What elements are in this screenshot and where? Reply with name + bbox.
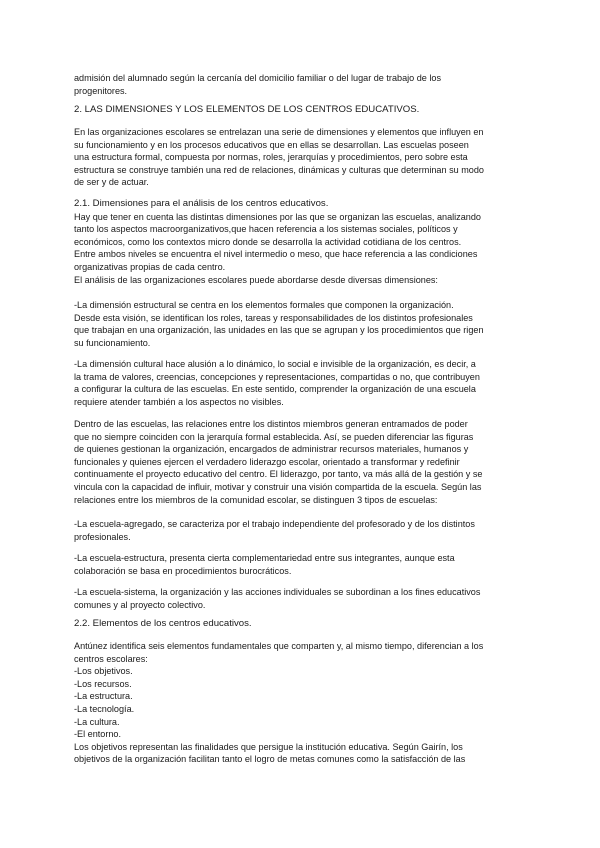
- text-line: su funcionamiento y en los procesos educativos que en ellas se desarrollan. Las escuelas poseen: [74, 139, 469, 150]
- paragraph-school-system: [74, 586, 528, 611]
- list-item: -La estructura.: [74, 691, 133, 702]
- text-line: -La escuela-sistema, la organización y las acciones individuales se subordinan a los fines educativos: [74, 587, 481, 597]
- list-item: -La cultura.: [74, 716, 120, 727]
- text-line: comunes y al proyecto colectivo.: [74, 599, 206, 610]
- text-line: Los objetivos representan las finalidades que persigue la institución educativa. Según Gairín, los: [74, 741, 463, 752]
- text-line: la trama de valores, creencias, concepciones y representaciones, compartidas o no, que contribuyen: [74, 371, 480, 382]
- text-line: que no siempre coinciden con la jerarquía formal establecida. Así, se pueden diferenciar las figuras: [74, 431, 474, 442]
- text-line: funcionales y quienes ejercen el verdadero liderazgo escolar, orientado a transformar y redefinir: [74, 456, 460, 467]
- text-line: Dentro de las escuelas, las relaciones entre los distintos miembros generan entramados de poder: [74, 419, 468, 429]
- subsection-heading-2-1: 2.1. Dimensiones para el análisis de los centros educativos.: [74, 198, 329, 209]
- paragraph-school-aggregate: [74, 518, 528, 543]
- paragraph-intro: [74, 72, 528, 97]
- text-line: colaboración se basa en procedimientos burocráticos.: [74, 565, 292, 576]
- list-item: -Los objetivos.: [74, 666, 133, 677]
- subsection-heading-2-2: [74, 618, 528, 631]
- text-line: su funcionamiento.: [74, 337, 151, 348]
- text-line: -La dimensión estructural se centra en los elementos formales que componen la organización.: [74, 300, 454, 310]
- list-item: -La tecnología.: [74, 703, 135, 714]
- text-line: de ser y de actuar.: [74, 177, 149, 188]
- text-line: En las organizaciones escolares se entrelazan una serie de dimensiones y elementos que influyen en: [74, 127, 484, 137]
- text-line: vincula con la capacidad de influir, motivar y construir una visión compartida de la escuela. Según las: [74, 481, 482, 492]
- text-line: Antúnez identifica seis elementos fundamentales que comparten y, al mismo tiempo, diferencian a los: [74, 641, 484, 651]
- text-line: que trabajan en una organización, las unidades en las que se agrupan y los procedimientos que rigen: [74, 325, 484, 336]
- text-line: económicos, como los contextos micro donde se desarrolla la actividad cotidiana de los centros.: [74, 236, 462, 247]
- text-line: -La dimensión cultural hace alusión a lo dinámico, lo social e invisible de la organización, es decir, a: [74, 359, 476, 369]
- text-line: -La escuela-agregado, se caracteriza por el trabajo independiente del profesorado y de los distintos: [74, 519, 475, 529]
- text-line: centros escolares:: [74, 653, 148, 664]
- text-line: tanto los aspectos macroorganizativos,que hacen referencia a los sistemas sociales, políticos y: [74, 224, 458, 235]
- text-line: una estructura formal, compuesta por normas, roles, jerarquías y procedimientos, pero sobre esta: [74, 152, 468, 163]
- paragraph-dimension-structural: [74, 299, 528, 349]
- text-line: de quienes gestionan la organización, encargados de administrar recursos materiales, humanos y: [74, 444, 469, 455]
- heading-text: 2. LAS DIMENSIONES Y LOS ELEMENTOS DE LOS CENTROS EDUCATIVOS.: [74, 104, 420, 115]
- paragraph-relations: [74, 418, 528, 506]
- text-line: requiere atender también a los aspectos no visibles.: [74, 396, 284, 407]
- section-heading-2: [74, 104, 528, 117]
- text-line: organizativas propias de cada centro.: [74, 261, 226, 272]
- text-line: Entre ambos niveles se encuentra el nivel intermedio o meso, que hace referencia a las condiciones: [74, 249, 478, 260]
- text-line: admisión del alumnado según la cercanía del domicilio familiar o del lugar de trabajo de los: [74, 73, 441, 83]
- text-line: estructura se construye también una red de relaciones, dinámicas y culturas que determinan su modo: [74, 164, 484, 175]
- text-line: relaciones entre los miembros de la comunidad escolar, se distinguen 3 tipos de escuelas:: [74, 494, 438, 505]
- text-line: El análisis de las organizaciones escolares puede abordarse desde diversas dimensiones:: [74, 274, 438, 285]
- list-item: -Los recursos.: [74, 678, 132, 689]
- paragraph-elements: [74, 640, 528, 766]
- paragraph-dimension-cultural: [74, 358, 528, 408]
- heading-text: 2.2. Elementos de los centros educativos.: [74, 618, 252, 629]
- paragraph-section-2-1: [74, 198, 528, 286]
- paragraph-school-structure: [74, 552, 528, 577]
- text-line: profesionales.: [74, 531, 131, 542]
- text-line: -La escuela-estructura, presenta cierta complementariedad entre sus integrantes, aunque esta: [74, 553, 455, 563]
- text-line: continuamente el proyecto educativo del centro. El liderazgo, por tanto, va más allá de la gestión y se: [74, 469, 483, 480]
- text-line: objetivos de la organización facilitan tanto el logro de metas comunes como la satisfacción de las: [74, 754, 466, 765]
- list-item: -El entorno.: [74, 729, 122, 740]
- paragraph-section-2: [74, 126, 528, 189]
- text-line: Desde esta visión, se identifican los roles, tareas y responsabilidades de los distintos profesionales: [74, 312, 473, 323]
- text-line: Hay que tener en cuenta las distintas dimensiones por las que se organizan las escuelas, analizando: [74, 211, 481, 222]
- text-line: progenitores.: [74, 85, 128, 96]
- text-line: a configurar la cultura de las escuelas. En este sentido, comprender la organización de una escuela: [74, 384, 476, 395]
